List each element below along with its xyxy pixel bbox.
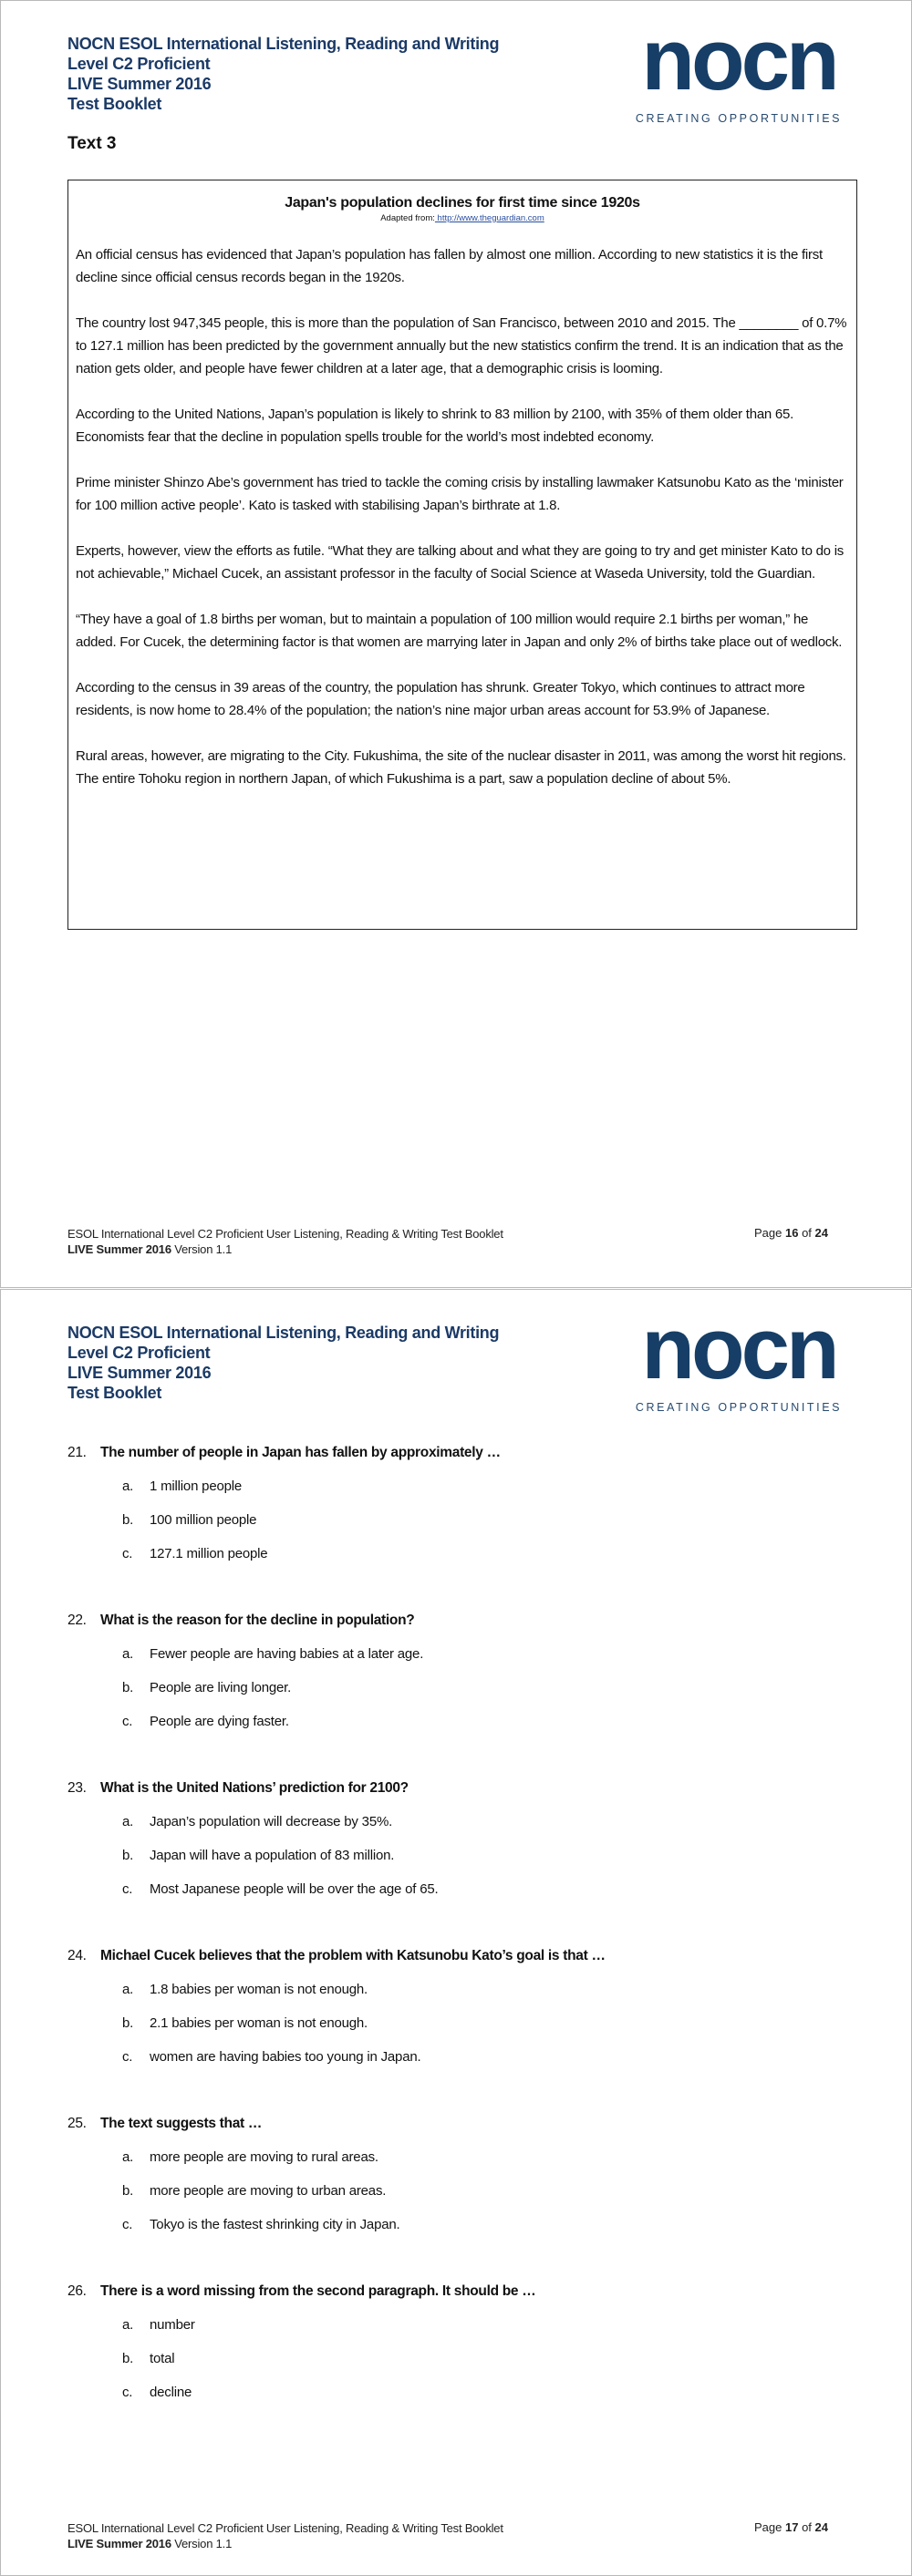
- footer-version: [67, 1242, 503, 1257]
- article-box: [67, 180, 857, 930]
- footer-line: ESOL International Level C2 Proficient User Listening, Reading & Writing Test Booklet: [67, 1227, 503, 1241]
- question-text: [67, 1948, 852, 1982]
- section-title: Text 3: [67, 134, 117, 153]
- question-stem: The number of people in Japan has fallen by approximately …: [100, 1445, 501, 1460]
- option-text: more people are moving to rural areas.: [150, 2149, 378, 2165]
- document-header: [67, 1323, 499, 1403]
- article-source: [68, 213, 856, 223]
- option-letter: a.: [122, 1479, 134, 1494]
- option-text: decline: [150, 2385, 192, 2400]
- page-of: of: [798, 1226, 815, 1240]
- header-line: Level C2 Proficient: [67, 1344, 211, 1362]
- question: [67, 1948, 852, 2083]
- question-stem: There is a word missing from the second paragraph. It should be …: [100, 2283, 536, 2299]
- header-line: NOCN ESOL International Listening, Reading and Writing: [67, 1324, 500, 1342]
- question: [67, 2283, 852, 2418]
- article-title: Japan's population declines for first time since 1920s: [285, 195, 640, 211]
- option-letter: b.: [122, 1680, 134, 1695]
- article-paragraph: According to the census in 39 areas of the country, the population has shrunk. Greater Tokyo, which continues to attract more residents, is now home to 28.4% of the population; the nation’s nine major urban areas account for 53.9% of Japanese.: [76, 680, 805, 718]
- page-footer: [67, 1226, 503, 1257]
- header-line: Level C2 Proficient: [67, 55, 211, 73]
- answer-option[interactable]: [67, 1714, 852, 1747]
- source-label: Adapted from:: [380, 213, 435, 223]
- page-17: [0, 1289, 912, 2576]
- question-stem: The text suggests that …: [100, 2116, 263, 2131]
- answer-option[interactable]: [67, 2049, 852, 2083]
- article-paragraph: The country lost 947,345 people, this is more than the population of San Francisco, between 2010 and 2015. The ________ of 0.7% to 127.1 million has been predicted by the government annually but the new statistics confirm the trend. It is an indication that as the nation gets older, and people have fewer children at a later age, that a demographic crisis is looming.: [76, 315, 847, 376]
- option-text: number: [150, 2317, 195, 2333]
- footer-line: ESOL International Level C2 Proficient User Listening, Reading & Writing Test Booklet: [67, 2521, 503, 2535]
- option-letter: c.: [122, 2385, 133, 2400]
- option-text: more people are moving to urban areas.: [150, 2183, 387, 2199]
- option-letter: b.: [122, 1848, 134, 1863]
- answer-option[interactable]: [67, 1680, 852, 1714]
- nocn-logo: [625, 1290, 853, 1417]
- question-number: 21.: [67, 1445, 87, 1460]
- answer-option[interactable]: [67, 1546, 852, 1580]
- option-text: Japan’s population will decrease by 35%.: [150, 1814, 393, 1829]
- answer-option[interactable]: [67, 1646, 852, 1680]
- question: [67, 2116, 852, 2251]
- article-paragraph: “They have a goal of 1.8 births per woman, but to maintain a population of 100 million would require 2.1 births per woman,” he added. For Cucek, the determining factor is that women are marrying later in Japan and only 2% of births take place out of wedlock.: [76, 612, 843, 650]
- option-text: Most Japanese people will be over the age of 65.: [150, 1881, 439, 1897]
- footer-edition: LIVE Summer 2016: [67, 1242, 171, 1256]
- page-current: 16: [784, 1226, 799, 1240]
- article-paragraph: Prime minister Shinzo Abe’s government has tried to tackle the coming crisis by installing lawmaker Katsunobu Kato as the ‘minister for 100 million active people’. Kato is tasked with stabilising Japan’s birthrate at 1.8.: [76, 475, 844, 513]
- question-text: [67, 1613, 852, 1646]
- option-text: 2.1 babies per woman is not enough.: [150, 2015, 368, 2031]
- answer-option[interactable]: [67, 1881, 852, 1915]
- article-paragraph: Rural areas, however, are migrating to the City. Fukushima, the site of the nuclear disaster in 2011, was among the worst hit regions. The entire Tohoku region in northern Japan, of which Fukushima is a part, saw a population decline of about 5%.: [76, 748, 846, 787]
- page-total: 24: [814, 2520, 828, 2534]
- option-letter: b.: [122, 1512, 134, 1528]
- page-label: Page: [754, 2520, 785, 2534]
- option-text: People are dying faster.: [150, 1714, 289, 1729]
- article-paragraph: According to the United Nations, Japan’s population is likely to shrink to 83 million by 2100, with 35% of them older than 65. Economists fear that the decline in population spells trouble for the world’s most indebted economy.: [76, 407, 794, 445]
- question-text: [67, 1780, 852, 1814]
- option-text: Tokyo is the fastest shrinking city in Japan.: [150, 2217, 400, 2232]
- option-letter: c.: [122, 1881, 133, 1897]
- question: [67, 1780, 852, 1915]
- option-text: women are having babies too young in Japan.: [150, 2049, 421, 2065]
- article-paragraph: Experts, however, view the efforts as futile. “What they are talking about and what they are going to try and get minister Kato to do is not achievable,” Michael Cucek, an assistant professor in the faculty of Social Science at Waseda University, told the Guardian.: [76, 543, 845, 582]
- document-header: [67, 34, 499, 114]
- answer-option[interactable]: [67, 2183, 852, 2217]
- question: [67, 1613, 852, 1747]
- page-number: [754, 2520, 828, 2534]
- question-number: 24.: [67, 1948, 87, 1963]
- question-text: [67, 2283, 852, 2317]
- option-letter: b.: [122, 2015, 134, 2031]
- option-letter: a.: [122, 2149, 134, 2165]
- answer-option[interactable]: [67, 1848, 852, 1881]
- option-letter: c.: [122, 2217, 133, 2232]
- question-number: 25.: [67, 2116, 87, 2131]
- logo-tagline: CREATING OPPORTUNITIES: [635, 112, 843, 125]
- page-total: 24: [814, 1226, 828, 1240]
- question-number: 23.: [67, 1780, 87, 1796]
- answer-option[interactable]: [67, 2217, 852, 2251]
- answer-option[interactable]: [67, 2015, 852, 2049]
- answer-option[interactable]: [67, 1982, 852, 2015]
- question-stem: Michael Cucek believes that the problem with Katsunobu Kato’s goal is that …: [100, 1948, 606, 1963]
- page-current: 17: [784, 2520, 799, 2534]
- question-text: [67, 1445, 852, 1479]
- option-text: total: [150, 2351, 175, 2366]
- option-text: 100 million people: [150, 1512, 257, 1528]
- article-paragraph: An official census has evidenced that Japan’s population has fallen by almost one million. According to new statistics it is the first decline since official census records began in the 1920s.: [76, 247, 823, 285]
- option-text: People are living longer.: [150, 1680, 292, 1695]
- option-letter: c.: [122, 1546, 133, 1561]
- footer-edition: LIVE Summer 2016: [67, 2537, 171, 2550]
- question-stem: What is the United Nations’ prediction for 2100?: [100, 1780, 409, 1796]
- question-text: [67, 2116, 852, 2149]
- nocn-logo: [625, 1, 853, 129]
- option-text: 1.8 babies per woman is not enough.: [150, 1982, 368, 1997]
- answer-option[interactable]: [67, 1814, 852, 1848]
- page-label: Page: [754, 1226, 785, 1240]
- source-link[interactable]: http://www.theguardian.com: [434, 213, 544, 223]
- logo-word: nocn: [641, 11, 836, 108]
- option-letter: a.: [122, 2317, 134, 2333]
- option-letter: c.: [122, 2049, 133, 2065]
- option-letter: b.: [122, 2183, 134, 2199]
- option-letter: a.: [122, 1982, 134, 1997]
- answer-option[interactable]: [67, 2351, 852, 2385]
- question-stem: What is the reason for the decline in population?: [100, 1613, 415, 1628]
- option-letter: b.: [122, 2351, 134, 2366]
- option-text: 1 million people: [150, 1479, 243, 1494]
- answer-option[interactable]: [67, 1479, 852, 1512]
- answer-option[interactable]: [67, 2385, 852, 2418]
- question-number: 22.: [67, 1613, 87, 1628]
- header-line: LIVE Summer 2016: [67, 75, 212, 93]
- answer-option[interactable]: [67, 2317, 852, 2351]
- footer-version: [67, 2536, 503, 2551]
- logo-tagline: CREATING OPPORTUNITIES: [635, 1401, 843, 1414]
- footer-version-text: Version 1.1: [171, 1242, 233, 1256]
- page-of: of: [798, 2520, 815, 2534]
- option-letter: c.: [122, 1714, 133, 1729]
- option-text: Fewer people are having babies at a later age.: [150, 1646, 424, 1662]
- header-line: LIVE Summer 2016: [67, 1364, 212, 1382]
- option-letter: a.: [122, 1646, 134, 1662]
- page-footer: [67, 2520, 503, 2551]
- option-letter: a.: [122, 1814, 134, 1829]
- header-line: Test Booklet: [67, 1384, 162, 1402]
- option-text: Japan will have a population of 83 million.: [150, 1848, 395, 1863]
- footer-version-text: Version 1.1: [171, 2537, 233, 2550]
- answer-option[interactable]: [67, 2149, 852, 2183]
- option-text: 127.1 million people: [150, 1546, 268, 1561]
- logo-word: nocn: [641, 1300, 836, 1397]
- header-line: NOCN ESOL International Listening, Reading and Writing: [67, 35, 500, 53]
- page-number: [754, 1226, 828, 1240]
- question-number: 26.: [67, 2283, 87, 2299]
- header-line: Test Booklet: [67, 95, 162, 113]
- question: [67, 1445, 852, 1580]
- answer-option[interactable]: [67, 1512, 852, 1546]
